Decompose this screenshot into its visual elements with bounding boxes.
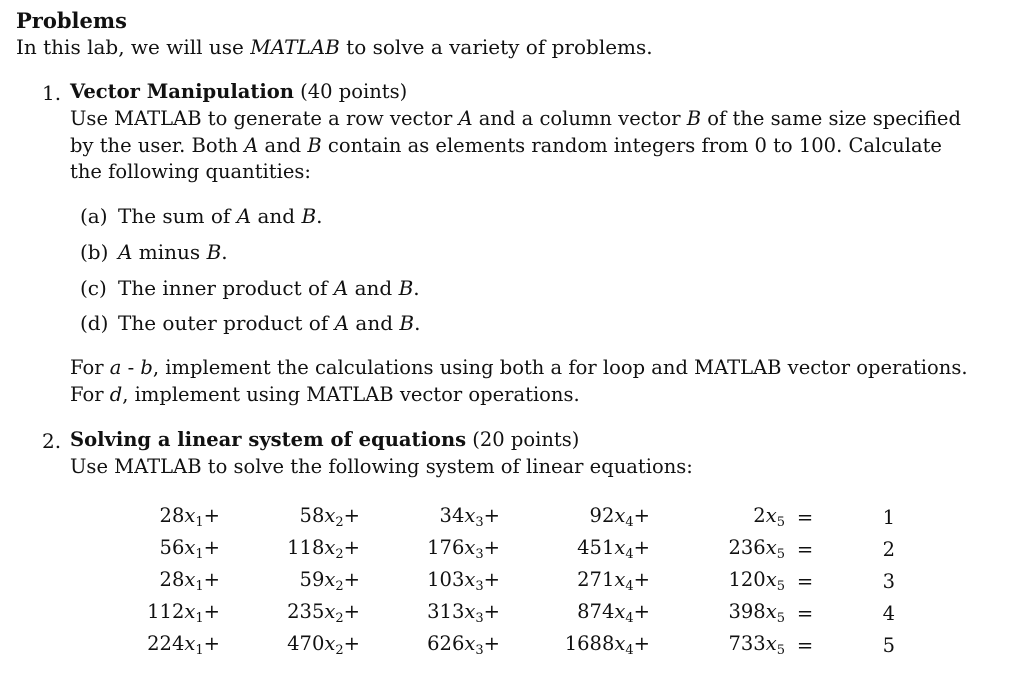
equation-term: $176x_3+$ bbox=[427, 536, 500, 562]
subitem-text: . bbox=[414, 311, 421, 335]
subitem-label: (c) bbox=[80, 276, 107, 300]
problem-1-description bbox=[70, 106, 970, 186]
problem-1-note-text: For bbox=[70, 356, 110, 379]
problem-2-description: Use MATLAB to solve the following system of linear equations: bbox=[70, 455, 693, 478]
equation-term: $451x_4+$ bbox=[577, 536, 650, 562]
equals-sign: = bbox=[796, 537, 814, 561]
problem-1-title-line bbox=[70, 79, 970, 106]
subitem-text: The outer product of bbox=[118, 311, 335, 335]
equation-rhs: 3 bbox=[882, 569, 895, 593]
subitem-text: minus bbox=[132, 240, 207, 264]
equation-term: $874x_4+$ bbox=[577, 600, 650, 626]
equals-sign: = bbox=[796, 601, 814, 625]
equation-term: $103x_3+$ bbox=[427, 568, 500, 594]
equation-term: $470x_2+$ bbox=[287, 632, 360, 658]
equation-term: $34x_3+$ bbox=[439, 504, 500, 530]
subitem-math: A bbox=[333, 276, 349, 300]
problem-2-title: Solving a linear system of equations bbox=[70, 428, 467, 451]
intro-paragraph bbox=[16, 35, 653, 59]
problem-1-title: Vector Manipulation bbox=[70, 80, 294, 103]
subitem-label: (a) bbox=[80, 204, 108, 228]
subitem-label: (b) bbox=[80, 240, 109, 264]
equation-rhs: 4 bbox=[882, 601, 895, 625]
problem-1-subitem bbox=[80, 204, 323, 228]
equation-term: $118x_2+$ bbox=[287, 536, 360, 562]
problem-1-note-text: - bbox=[121, 356, 141, 379]
intro-text-after: to solve a variety of problems. bbox=[339, 35, 653, 59]
subitem-text: The sum of bbox=[118, 204, 237, 228]
subitem-text: The inner product of bbox=[118, 276, 334, 300]
equation-term: $92x_4+$ bbox=[589, 504, 650, 530]
equation-term: $120x_5$ bbox=[728, 568, 785, 594]
equation-row bbox=[130, 533, 895, 565]
subitem-math: B bbox=[206, 240, 222, 264]
problem-1-points: (40 points) bbox=[293, 80, 408, 103]
equation-term: $271x_4+$ bbox=[577, 568, 650, 594]
problem-1-note-math: a bbox=[109, 356, 122, 379]
equation-term: $236x_5$ bbox=[728, 536, 785, 562]
problem-1-subitem bbox=[80, 276, 420, 300]
problem-1-subitem bbox=[80, 311, 420, 335]
problem-1-description-text: contain as elements random integers from 0 to 100. Calculate the following quantities: bbox=[70, 133, 942, 183]
problem-1-description-math: A bbox=[244, 133, 259, 157]
equation-term: $2x_5$ bbox=[753, 504, 785, 530]
equation-term: $1688x_4+$ bbox=[564, 632, 650, 658]
subitem-text: and bbox=[251, 204, 302, 228]
subitem-math: A bbox=[118, 240, 133, 264]
linear-system-table bbox=[130, 501, 895, 661]
equation-term: $56x_1+$ bbox=[159, 536, 220, 562]
problem-2-points: (20 points) bbox=[466, 428, 580, 451]
equation-term: $58x_2+$ bbox=[299, 504, 360, 530]
problem-1-description-math: A bbox=[458, 107, 473, 130]
equation-term: $224x_1+$ bbox=[147, 632, 220, 658]
subitem-text: . bbox=[413, 276, 420, 300]
problem-1-description-math: B bbox=[686, 107, 702, 130]
problem-1-number: 1. bbox=[42, 81, 62, 105]
equation-term: $235x_2+$ bbox=[287, 600, 360, 626]
subitem-math: B bbox=[301, 204, 317, 228]
equals-sign: = bbox=[796, 633, 814, 657]
subitem-label: (d) bbox=[80, 311, 109, 335]
problem-1-subitem bbox=[80, 240, 228, 264]
problem-1-note bbox=[70, 355, 970, 408]
subitem-math: B bbox=[399, 311, 415, 335]
equals-sign: = bbox=[796, 569, 814, 593]
subitem-math: A bbox=[334, 311, 350, 335]
problem-1-description-math: B bbox=[307, 133, 322, 157]
equation-term: $28x_1+$ bbox=[159, 504, 220, 530]
problem-1-description-text: and a column vector bbox=[472, 107, 687, 130]
intro-text-before: In this lab, we will use bbox=[16, 35, 251, 59]
problem-1-note-text: , implement using MATLAB vector operations. bbox=[122, 382, 580, 406]
equation-term: $112x_1+$ bbox=[147, 600, 220, 626]
equals-sign: = bbox=[796, 505, 814, 529]
intro-matlab-math: MATLAB bbox=[250, 35, 340, 59]
problem-2-number: 2. bbox=[42, 429, 62, 453]
equation-term: $626x_3+$ bbox=[427, 632, 500, 658]
problem-1-description-text: of the same size specified by the user. Both bbox=[70, 107, 961, 157]
subitem-text: and bbox=[349, 311, 400, 335]
equation-term: $59x_2+$ bbox=[299, 568, 360, 594]
section-heading: Problems bbox=[16, 8, 127, 33]
problem-1-note-math: d bbox=[109, 382, 123, 406]
equation-term: $398x_5$ bbox=[728, 600, 785, 626]
equation-rhs: 2 bbox=[882, 537, 895, 561]
equation-term: $313x_3+$ bbox=[427, 600, 500, 626]
equation-term: $28x_1+$ bbox=[159, 568, 220, 594]
equation-row bbox=[130, 597, 895, 629]
subitem-text: . bbox=[221, 240, 228, 264]
subitem-text: . bbox=[316, 204, 323, 228]
problem-1-note-math: b bbox=[140, 356, 153, 379]
subitem-math: B bbox=[398, 276, 414, 300]
subitem-math: A bbox=[236, 204, 252, 228]
problem-1-description-text: Use MATLAB to generate a row vector bbox=[70, 107, 459, 130]
equation-row bbox=[130, 565, 895, 597]
equation-rhs: 1 bbox=[882, 505, 895, 529]
equation-term: $733x_5$ bbox=[728, 632, 785, 658]
equation-row bbox=[130, 501, 895, 533]
problem-1-note-text: , implement the calculations using both a for loop and MATLAB vector operations. For bbox=[70, 356, 968, 406]
problem-1-description-text: and bbox=[258, 133, 308, 157]
problem-2-title-line bbox=[70, 427, 970, 454]
equation-row bbox=[130, 629, 895, 661]
equation-rhs: 5 bbox=[882, 633, 895, 657]
subitem-text: and bbox=[348, 276, 399, 300]
